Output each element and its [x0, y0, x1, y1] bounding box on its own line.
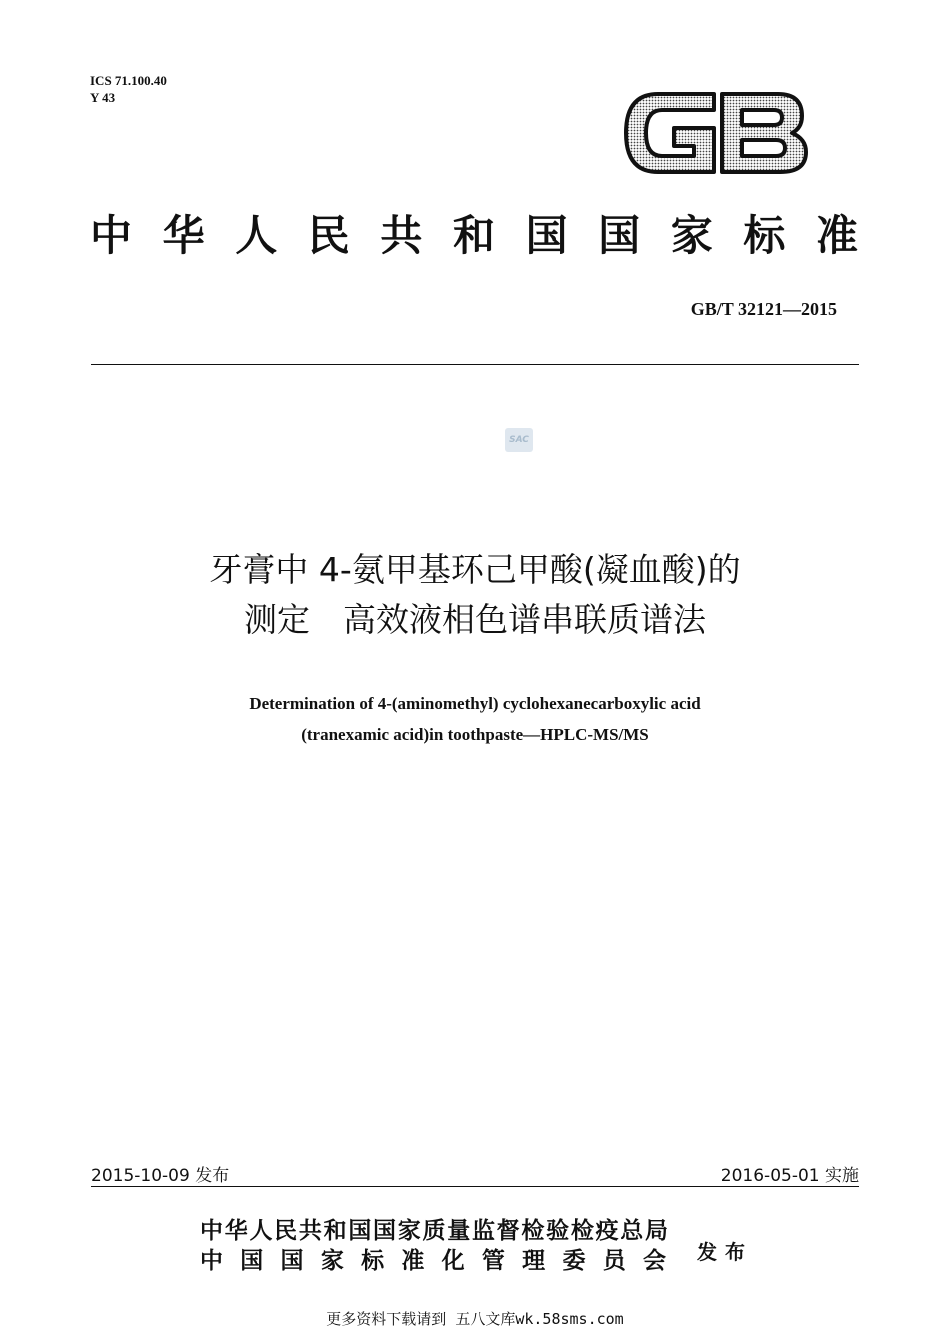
ccs-code: Y 43 — [90, 90, 116, 105]
standard-type-title: 中华人民共和国国家标准 — [90, 214, 860, 260]
ics-code: ICS 71.100.40 — [90, 73, 167, 88]
standard-number: GB/T 32121—2015 — [690, 299, 837, 319]
classification-codes — [90, 72, 167, 106]
english-title-line-1: Determination of 4-(aminomethyl) cyclohexanecarboxylic acid — [249, 694, 701, 713]
chinese-title — [0, 545, 950, 645]
english-title — [0, 688, 950, 750]
chinese-title-line-1: 牙膏中 4-氨甲基环己甲酸(凝血酸)的 — [209, 550, 741, 589]
publish-label: 发布 — [697, 1242, 753, 1264]
gb-logo-icon — [618, 84, 810, 182]
english-title-line-2: (tranexamic acid)in toothpaste—HPLC-MS/MS — [301, 725, 649, 744]
footer-divider — [91, 1186, 859, 1187]
issue-date: 2015-10-09 发布 — [91, 1166, 230, 1186]
header-divider — [91, 364, 859, 365]
sac-watermark-icon: SAC — [505, 428, 533, 452]
implementation-date: 2016-05-01 实施 — [720, 1166, 859, 1186]
issuer-aqsiq: 中华人民共和国国家质量监督检验检疫总局 — [200, 1218, 668, 1243]
issuer-sac: 中国国家标准化管理委员会 — [200, 1248, 668, 1273]
download-note: 更多资料下载请到 五八文库wk.58sms.com — [326, 1310, 624, 1328]
issuing-authorities — [200, 1216, 668, 1276]
chinese-title-line-2: 测定 高效液相色谱串联质谱法 — [244, 600, 706, 639]
